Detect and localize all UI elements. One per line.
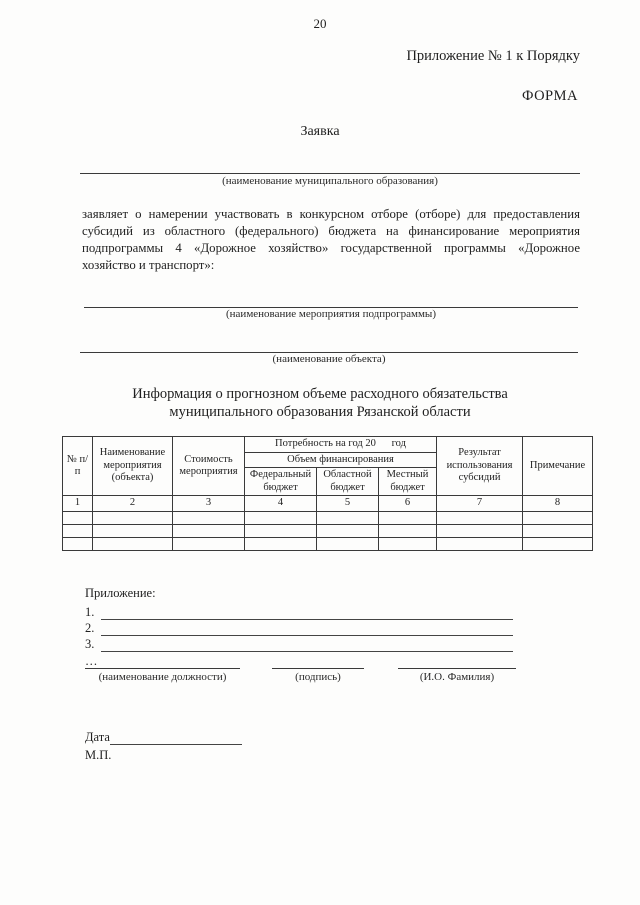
empty-cell bbox=[93, 537, 173, 550]
signature-name-field bbox=[398, 668, 516, 683]
empty-cell bbox=[437, 524, 523, 537]
blank-municipal-caption: (наименование муниципального образования) bbox=[222, 175, 438, 187]
body-paragraph: заявляет о намерении участвовать в конкурсном отборе (отборе) для предоставления субсидий из областного (федерального) бюджета на финансирование мероприятия подпрограммы 4 «Дорожное хозяйство» государственной программы «Дорожное хозяйство и транспорт»: bbox=[82, 207, 580, 272]
col-header-local: Местный бюджет bbox=[379, 468, 437, 496]
empty-cell bbox=[245, 537, 317, 550]
page-number: 20 bbox=[313, 16, 327, 31]
document-title: Заявка bbox=[300, 124, 340, 139]
empty-cell bbox=[63, 511, 93, 524]
col-header-note: Примечание bbox=[523, 437, 593, 496]
column-number: 2 bbox=[93, 496, 173, 512]
stamp-place-label: М.П. bbox=[85, 748, 112, 762]
empty-cell bbox=[379, 524, 437, 537]
date-label: Дата bbox=[85, 730, 110, 744]
column-numbers-row bbox=[63, 496, 593, 512]
col-header-name: Наименование мероприятия (объекта) bbox=[93, 437, 173, 496]
column-number: 1 bbox=[63, 496, 93, 512]
attachments-label: Приложение: bbox=[85, 586, 156, 600]
col-header-regional: Областной бюджет bbox=[317, 468, 379, 496]
empty-cell bbox=[63, 524, 93, 537]
signature-position-caption: (наименование должности) bbox=[98, 671, 227, 683]
empty-cell bbox=[173, 537, 245, 550]
col-header-cost: Стоимость мероприятия bbox=[173, 437, 245, 496]
signature-sign-caption: (подпись) bbox=[295, 671, 341, 683]
col-header-need: Потребность на год 20 год bbox=[245, 437, 437, 453]
signature-name-caption: (И.О. Фамилия) bbox=[419, 671, 495, 683]
table-row bbox=[63, 511, 593, 524]
attachment-number: 2. bbox=[85, 621, 95, 635]
col-header-federal: Федеральный бюджет bbox=[245, 468, 317, 496]
fill-in-line bbox=[101, 607, 513, 620]
attachment-item bbox=[85, 604, 513, 620]
fill-in-line bbox=[80, 340, 578, 353]
fill-in-line bbox=[110, 733, 242, 745]
column-number: 7 bbox=[437, 496, 523, 512]
table-row bbox=[63, 524, 593, 537]
blank-subprogram-caption: (наименование мероприятия подпрограммы) bbox=[226, 308, 436, 320]
empty-cell bbox=[379, 511, 437, 524]
date-field bbox=[85, 730, 242, 745]
info-heading-line2: муниципального образования Рязанской области bbox=[169, 404, 471, 421]
info-heading bbox=[60, 385, 580, 421]
column-number: 6 bbox=[379, 496, 437, 512]
empty-cell bbox=[379, 537, 437, 550]
col-header-num: № п/п bbox=[63, 437, 93, 496]
column-number: 4 bbox=[245, 496, 317, 512]
blank-object-caption: (наименование объекта) bbox=[272, 353, 386, 365]
table-header-row-1 bbox=[63, 437, 593, 453]
fill-in-line bbox=[101, 639, 513, 652]
empty-cell bbox=[317, 537, 379, 550]
empty-cell bbox=[523, 537, 593, 550]
blank-municipal-name bbox=[80, 160, 580, 187]
attachment-item bbox=[85, 636, 513, 652]
empty-cell bbox=[523, 524, 593, 537]
attachments-block bbox=[85, 586, 513, 669]
info-heading-line1: Информация о прогнозном объеме расходного обязательства bbox=[132, 386, 508, 402]
col-header-result: Результат использования субсидий bbox=[437, 437, 523, 496]
attachment-item bbox=[85, 620, 513, 636]
empty-cell bbox=[437, 511, 523, 524]
empty-cell bbox=[245, 511, 317, 524]
appendix-label: Приложение № 1 к Порядку bbox=[406, 48, 580, 64]
column-number: 8 bbox=[523, 496, 593, 512]
empty-cell bbox=[437, 537, 523, 550]
empty-cell bbox=[93, 524, 173, 537]
attachment-number: 3. bbox=[85, 637, 95, 651]
signature-position-field bbox=[85, 668, 240, 683]
empty-cell bbox=[173, 524, 245, 537]
attachments-ellipsis: … bbox=[85, 654, 98, 668]
blank-subprogram-name bbox=[84, 294, 578, 320]
column-number: 5 bbox=[317, 496, 379, 512]
empty-cell bbox=[317, 511, 379, 524]
column-number: 3 bbox=[173, 496, 245, 512]
request-table bbox=[62, 436, 593, 551]
signature-sign-field bbox=[272, 668, 364, 683]
fill-in-line bbox=[84, 294, 578, 308]
blank-object-name bbox=[80, 340, 578, 365]
table-row bbox=[63, 537, 593, 550]
empty-cell bbox=[63, 537, 93, 550]
form-label: ФОРМА bbox=[521, 88, 578, 104]
attachment-number: 1. bbox=[85, 605, 95, 619]
empty-cell bbox=[245, 524, 317, 537]
col-header-financing: Объем финансирования bbox=[245, 452, 437, 468]
empty-cell bbox=[173, 511, 245, 524]
empty-cell bbox=[93, 511, 173, 524]
fill-in-line bbox=[80, 160, 580, 174]
empty-cell bbox=[523, 511, 593, 524]
fill-in-line bbox=[101, 623, 513, 636]
empty-cell bbox=[317, 524, 379, 537]
